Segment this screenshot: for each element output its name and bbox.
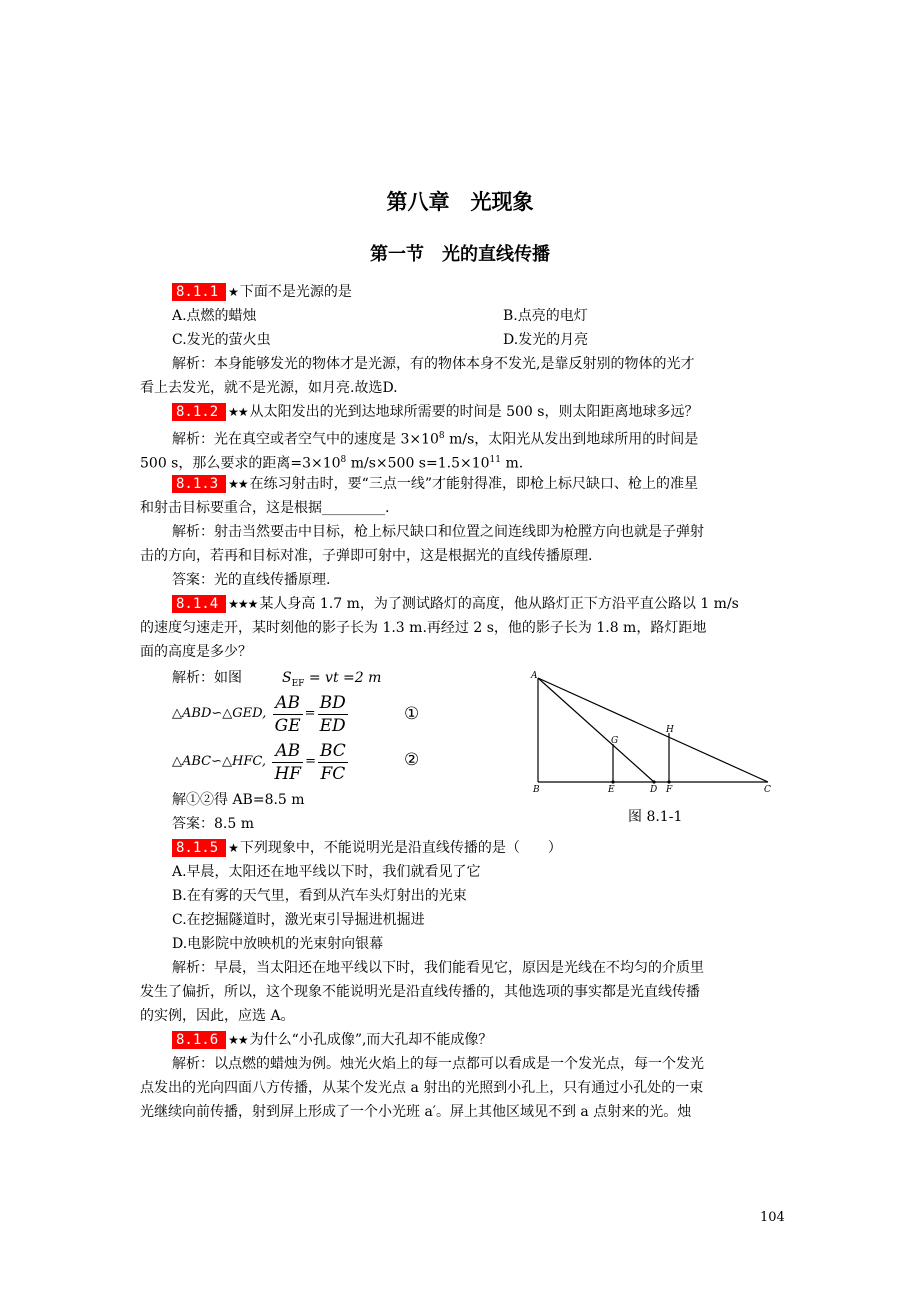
analysis-text: 500 s，那么要求的距离=3×10: [140, 455, 341, 472]
difficulty-stars: ★: [228, 841, 238, 855]
question-tag: 8.1.5: [172, 839, 226, 857]
exponent: 8: [438, 431, 445, 441]
formula-rest: = vt =2 m: [304, 670, 382, 686]
denominator: HF: [274, 763, 302, 784]
solve-line: 解①②得 AB=8.5 m: [172, 792, 305, 808]
point-f: [667, 780, 670, 783]
analysis-text: m/s，太阳光从发出到地球所用的时间是: [444, 431, 699, 448]
option-a: A.早晨，太阳还在地平线以下时，我们就看见了它: [172, 864, 481, 880]
option-c: C.发光的萤火虫: [172, 332, 271, 348]
label-c: C: [764, 785, 771, 795]
difficulty-stars: ★★: [228, 405, 248, 419]
equation-mark-1: ①: [404, 704, 420, 724]
analysis-line: 解析：以点燃的蜡烛为例。烛光火焰上的每一点都可以看成是一个发光点，每一个发光: [172, 1056, 704, 1072]
analysis-text: m/s×500 s=1.5×10: [346, 455, 490, 472]
analysis-line: 解析：射击当然要击中目标，枪上标尺缺口和位置之间连线即为枪膛方向也就是子弹射: [172, 524, 704, 540]
question-text: 某人身高 1.7 m，为了测试路灯的高度，他从路灯正下方沿平直公路以 1 m/s: [259, 596, 739, 612]
fraction: [273, 692, 303, 737]
similar-triangles-1: [172, 690, 350, 738]
label-b: B: [533, 785, 540, 795]
equals-sign: =: [304, 706, 316, 721]
question-text: 下列现象中，不能说明光是沿直线传播的是（ ）: [239, 840, 562, 856]
formula-symbol: S: [282, 670, 292, 686]
triangle-relation: △ABD∽△GED,: [172, 706, 267, 721]
numerator: AB: [272, 740, 303, 763]
option-c: C.在挖掘隧道时，激光束引导掘进机掘进: [172, 912, 425, 928]
numerator: AB: [273, 692, 303, 715]
analysis-line: 击的方向，若再和目标对准，子弹即可射中，这是根据光的直线传播原理.: [140, 548, 593, 564]
analysis-text: m.: [501, 455, 524, 472]
label-d: D: [650, 785, 658, 795]
question-text-cont: 面的高度是多少？: [140, 644, 252, 660]
light-ray-ac: [538, 678, 768, 782]
analysis-text: 解析：光在真空或者空气中的速度是 3×10: [172, 431, 439, 448]
difficulty-stars: ★★: [228, 477, 248, 491]
point-e: [611, 780, 614, 783]
question-tag: 8.1.2: [172, 403, 226, 421]
fraction: [318, 740, 348, 785]
question-tag: 8.1.1: [172, 283, 226, 301]
label-g: G: [611, 736, 619, 746]
option-a: A.点燃的蜡烛: [172, 308, 257, 324]
exponent: 11: [489, 455, 501, 465]
question-text: 从太阳发出的光到达地球所需要的时间是 500 s，则太阳距离地球多远？: [249, 404, 699, 420]
equals-sign: =: [305, 754, 316, 769]
page-number: 104: [760, 1210, 785, 1225]
section-title: 第一节 光的直线传播: [370, 244, 550, 265]
question-8-1-2: [172, 402, 698, 422]
denominator: GE: [274, 715, 301, 736]
analysis-line: 的实例，因此，应选 A。: [140, 1008, 295, 1024]
numerator: BC: [319, 740, 346, 761]
option-b: B.点亮的电灯: [503, 308, 588, 324]
denominator: FC: [320, 763, 346, 784]
exponent: 8: [340, 455, 347, 465]
figure-8-1-1: [528, 670, 778, 796]
difficulty-stars: ★: [228, 285, 238, 299]
label-f: F: [666, 785, 673, 795]
denominator: ED: [319, 715, 346, 736]
question-8-1-1: [172, 282, 352, 302]
numerator: BD: [319, 692, 346, 713]
question-tag: 8.1.4: [172, 595, 226, 613]
formula-subscript: EF: [291, 678, 305, 689]
question-text: 在练习射击时，要“三点一线”才能射得准，即枪上标尺缺口、枪上的准星: [249, 476, 698, 492]
answer-line: 答案：8.5 m: [172, 816, 254, 832]
difficulty-stars: ★★★: [228, 597, 258, 611]
similar-triangles-2: [172, 738, 350, 786]
fraction: [272, 740, 303, 785]
analysis-line: 解析：本身能够发光的物体才是光源，有的物体本身不发光,是靠反射别的物体的光才: [172, 356, 695, 372]
analysis-line: 解析：早晨，当太阳还在地平线以下时，我们能看见它，原因是光线在不均匀的介质里: [172, 960, 704, 976]
analysis-line: 看上去发光，就不是光源，如月亮.故选D.: [140, 380, 398, 396]
question-8-1-3: [172, 474, 698, 494]
option-d: D.发光的月亮: [503, 332, 589, 348]
label-a: A: [531, 671, 538, 681]
question-tag: 8.1.3: [172, 475, 226, 493]
question-text-cont: 和射击目标要重合，这是根据_________.: [140, 500, 390, 516]
point-d: [652, 780, 655, 783]
question-8-1-4: [172, 594, 739, 614]
question-text: 下面不是光源的是: [239, 284, 352, 300]
light-ray-ad: [538, 678, 654, 782]
triangle-relation: △ABC∽△HFC,: [172, 754, 266, 769]
fraction: [318, 692, 348, 737]
label-h: H: [666, 725, 674, 735]
chapter-title: 第八章 光现象: [386, 190, 534, 214]
question-tag: 8.1.6: [172, 1031, 226, 1049]
analysis-line: 发生了偏折，所以，这个现象不能说明光是沿直线传播的，其他选项的事实都是光直线传播: [140, 984, 700, 1000]
analysis-line: [140, 450, 523, 474]
label-e: E: [608, 785, 615, 795]
analysis-line: 点发出的光向四面八方传播，从某个发光点 a 射出的光照到小孔上，只有通过小孔处的一束: [140, 1080, 704, 1096]
option-b: B.在有雾的天气里，看到从汽车头灯射出的光束: [172, 888, 467, 904]
question-text: 为什么“小孔成像”,而大孔却不能成像？: [249, 1032, 493, 1048]
question-8-1-6: [172, 1030, 492, 1050]
analysis-line: 光继续向前传播，射到屏上形成了一个小光班 a′。屏上其他区域见不到 a 点射来的光。烛: [140, 1104, 692, 1120]
figure-caption: 图 8.1-1: [628, 809, 683, 825]
question-8-1-5: [172, 838, 562, 858]
question-text-cont: 的速度匀速走开，某时刻他的影子长为 1.3 m.再经过 2 s，他的影子长为 1.8 m，路灯距地: [140, 620, 707, 636]
analysis-line: [172, 426, 698, 450]
analysis-label: 解析：如图: [172, 670, 242, 686]
difficulty-stars: ★★: [228, 1033, 248, 1047]
equation-mark-2: ②: [404, 750, 420, 770]
answer-line: 答案：光的直线传播原理.: [172, 572, 331, 588]
option-d: D.电影院中放映机的光束射向银幕: [172, 936, 384, 952]
